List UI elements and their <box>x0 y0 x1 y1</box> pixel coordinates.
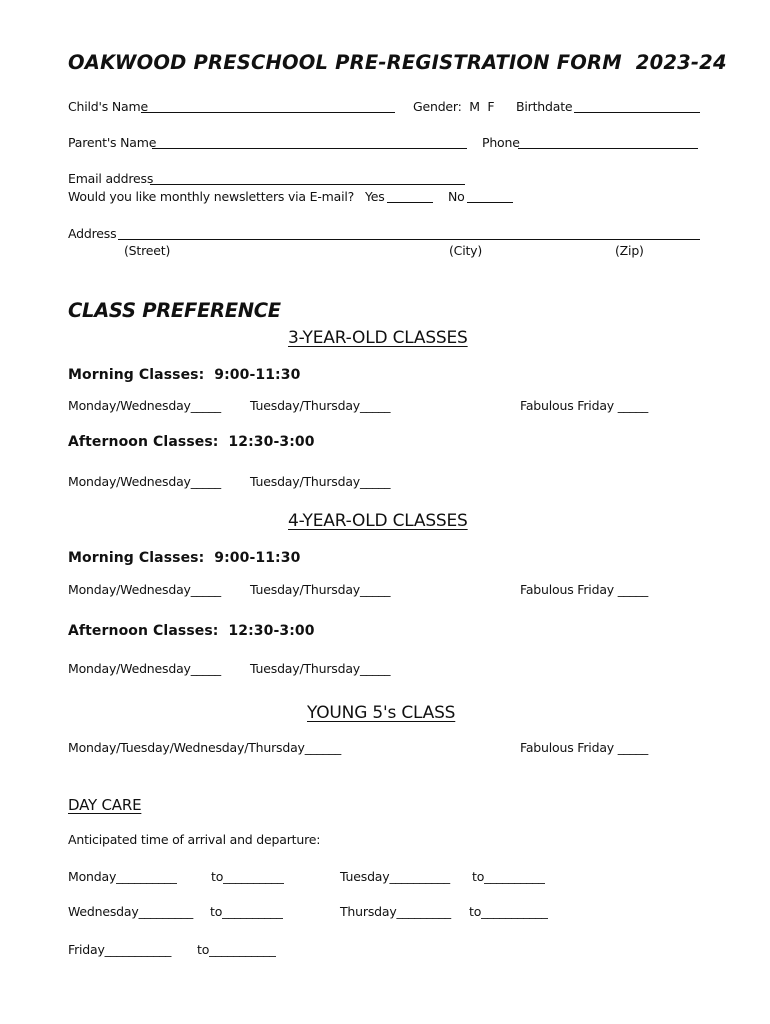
four-pm-tt-option[interactable]: Tuesday/Thursday_____ <box>250 661 391 676</box>
three-afternoon-label: Afternoon Classes: 12:30-3:00 <box>68 434 315 450</box>
three-pm-tt-option[interactable]: Tuesday/Thursday_____ <box>250 474 391 489</box>
birthdate-label: Birthdate <box>516 99 573 114</box>
zip-caption: (Zip) <box>615 243 644 258</box>
three-year-heading: 3-YEAR-OLD CLASSES <box>288 328 468 348</box>
child-name-field[interactable] <box>141 112 395 113</box>
address-label: Address <box>68 226 117 241</box>
three-am-tt-option[interactable]: Tuesday/Thursday_____ <box>250 398 391 413</box>
newsletter-question: Would you like monthly newsletters via E-mail? <box>68 189 355 204</box>
child-name-label: Child's Name <box>68 99 148 114</box>
city-caption: (City) <box>449 243 483 258</box>
email-field[interactable] <box>150 184 465 185</box>
tuesday-arrival-field[interactable]: Tuesday__________ <box>340 869 450 884</box>
fives-ff-option[interactable]: Fabulous Friday _____ <box>520 740 648 755</box>
three-morning-label: Morning Classes: 9:00-11:30 <box>68 367 301 383</box>
gender-label: Gender: M F <box>413 99 495 114</box>
day-care-heading: DAY CARE <box>68 796 142 814</box>
four-morning-label: Morning Classes: 9:00-11:30 <box>68 550 301 566</box>
newsletter-no-field[interactable] <box>467 202 513 203</box>
three-am-mw-option[interactable]: Monday/Wednesday_____ <box>68 398 221 413</box>
address-field[interactable] <box>118 239 700 240</box>
class-preference-heading: CLASS PREFERENCE <box>68 299 281 322</box>
thursday-departure-field[interactable]: to___________ <box>469 904 548 919</box>
four-afternoon-label: Afternoon Classes: 12:30-3:00 <box>68 623 315 639</box>
monday-departure-field[interactable]: to__________ <box>211 869 284 884</box>
parent-name-label: Parent's Name <box>68 135 157 150</box>
newsletter-no-label: No <box>448 189 465 204</box>
friday-departure-field[interactable]: to___________ <box>197 942 276 957</box>
newsletter-yes-label: Yes <box>365 189 385 204</box>
three-am-ff-option[interactable]: Fabulous Friday _____ <box>520 398 648 413</box>
friday-arrival-field[interactable]: Friday___________ <box>68 942 172 957</box>
wednesday-departure-field[interactable]: to__________ <box>210 904 283 919</box>
day-care-intro: Anticipated time of arrival and departure: <box>68 832 321 847</box>
thursday-arrival-field[interactable]: Thursday_________ <box>340 904 451 919</box>
parent-name-field[interactable] <box>152 148 467 149</box>
four-am-ff-option[interactable]: Fabulous Friday _____ <box>520 582 648 597</box>
four-pm-mw-option[interactable]: Monday/Wednesday_____ <box>68 661 221 676</box>
birthdate-field[interactable] <box>574 112 700 113</box>
young-fives-heading: YOUNG 5's CLASS <box>307 703 456 723</box>
tuesday-departure-field[interactable]: to__________ <box>472 869 545 884</box>
four-am-tt-option[interactable]: Tuesday/Thursday_____ <box>250 582 391 597</box>
four-am-mw-option[interactable]: Monday/Wednesday_____ <box>68 582 221 597</box>
street-caption: (Street) <box>124 243 171 258</box>
phone-label: Phone <box>482 135 520 150</box>
phone-field[interactable] <box>518 148 698 149</box>
wednesday-arrival-field[interactable]: Wednesday_________ <box>68 904 194 919</box>
email-label: Email address <box>68 171 154 186</box>
newsletter-yes-field[interactable] <box>387 202 433 203</box>
four-year-heading: 4-YEAR-OLD CLASSES <box>288 511 468 531</box>
three-pm-mw-option[interactable]: Monday/Wednesday_____ <box>68 474 221 489</box>
fives-mtwt-option[interactable]: Monday/Tuesday/Wednesday/Thursday______ <box>68 740 342 755</box>
monday-arrival-field[interactable]: Monday__________ <box>68 869 177 884</box>
form-title: OAKWOOD PRESCHOOL PRE-REGISTRATION FORM 2023-24 <box>68 51 727 74</box>
